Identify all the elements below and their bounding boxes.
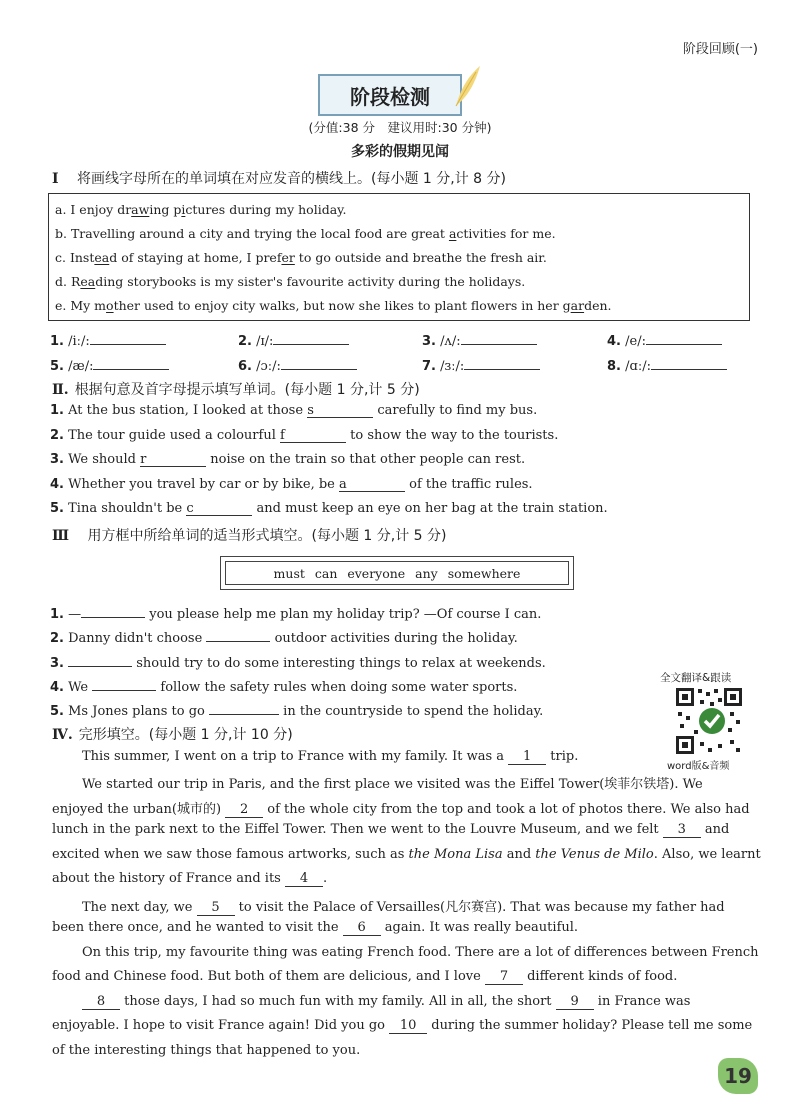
- cloze-blank[interactable]: 5: [197, 900, 235, 916]
- part3-number: Ⅲ: [52, 528, 70, 544]
- cloze-blank[interactable]: 7: [485, 969, 523, 985]
- answer-blank[interactable]: [90, 330, 166, 345]
- cloze-line: been there once, and he wanted to visit the 6 again. It was really beautiful.: [52, 920, 579, 935]
- part2-item: 2. The tour guide used a colourful f to show the way to the tourists.: [50, 428, 559, 443]
- page-title: 阶段检测: [318, 74, 462, 116]
- answer-blank[interactable]: [92, 676, 156, 691]
- sentence-e: e. My mother used to enjoy city walks, but now she likes to plant flowers in her garden.: [55, 298, 612, 313]
- sentence-c: c. Instead of staying at home, I prefer to go outside and breathe the fresh air.: [55, 250, 547, 265]
- phonetic-item: 5. /æ/:: [50, 355, 169, 374]
- part3-item: 1. — you please help me plan my holiday trip? —Of course I can.: [50, 603, 541, 622]
- cloze-blank[interactable]: 8: [82, 994, 120, 1010]
- answer-blank[interactable]: [68, 652, 132, 667]
- part3-item: 3. should try to do some interesting things to relax at weekends.: [50, 652, 546, 671]
- part3-instruction: 用方框中所给单词的适当形式填空。(每小题 1 分,计 5 分): [87, 528, 447, 544]
- qr-top-label: 全文翻译&跟读: [660, 672, 732, 684]
- cloze-line: We started our trip in Paris, and the first place we visited was the Eiffel Tower(埃菲尔铁塔). We: [82, 777, 703, 792]
- answer-blank[interactable]: [651, 355, 727, 370]
- cloze-line: enjoyable. I hope to visit France again! Did you go 10 during the summer holiday? Please tell me some: [52, 1018, 753, 1033]
- cloze-blank[interactable]: 6: [343, 920, 381, 936]
- answer-blank[interactable]: [646, 330, 722, 345]
- cloze-line: On this trip, my favourite thing was eating French food. There are a lot of differences between French: [82, 945, 759, 960]
- part2-item: 1. At the bus station, I looked at those s carefully to find my bus.: [50, 403, 538, 418]
- feather-icon: [452, 64, 482, 108]
- qr-bottom-label: word版&音频: [667, 761, 730, 772]
- sentence-b: b. Travelling around a city and trying the local food are great activities for me.: [55, 226, 556, 241]
- cloze-line: The next day, we 5 to visit the Palace of Versailles(凡尔赛宫). That was because my father had: [82, 900, 725, 915]
- phonetic-item: 7. /ɜː/:: [422, 355, 540, 374]
- word-bank-box: [220, 556, 574, 590]
- cloze-line: 8 those days, I had so much fun with my family. All in all, the short 9 in France was: [82, 994, 690, 1010]
- cloze-blank[interactable]: 9: [556, 994, 594, 1010]
- answer-blank[interactable]: [206, 627, 270, 642]
- sentence-box: [48, 193, 750, 321]
- answer-blank[interactable]: r: [140, 452, 206, 467]
- part2-item: 4. Whether you travel by car or by bike, be a of the traffic rules.: [50, 477, 533, 492]
- part1-heading: [52, 168, 506, 188]
- part4-instruction: 完形填空。(每小题 1 分,计 10 分): [78, 727, 293, 743]
- cloze-blank[interactable]: 1: [508, 749, 546, 765]
- answer-blank[interactable]: c: [186, 501, 252, 516]
- cloze-line: of the interesting things that happened to you.: [52, 1043, 361, 1058]
- unit-theme: 多彩的假期见闻: [351, 144, 449, 160]
- part2-instruction: 根据句意及首字母提示填写单词。(每小题 1 分,计 5 分): [74, 382, 420, 398]
- phonetic-item: 8. /ɑː/:: [607, 355, 727, 374]
- part2-item: 5. Tina shouldn't be c and must keep an eye on her bag at the train station.: [50, 501, 608, 516]
- part3-item: 4. We follow the safety rules when doing some water sports.: [50, 676, 517, 695]
- phonetic-item: 4. /e/:: [607, 330, 722, 349]
- sentence-a: a. I enjoy drawing pictures during my holiday.: [55, 202, 347, 217]
- answer-blank[interactable]: [464, 355, 540, 370]
- cloze-line: enjoyed the urban(城市的) 2 of the whole city from the top and took a lot of photos there. We also had: [52, 802, 750, 817]
- answer-blank[interactable]: [81, 603, 145, 618]
- answer-blank[interactable]: s: [307, 403, 373, 418]
- part2-item: 3. We should r noise on the train so that other people can rest.: [50, 452, 526, 467]
- cloze-line: food and Chinese food. But both of them are delicious, and I love 7 different kinds of food.: [52, 969, 678, 984]
- cloze-line: about the history of France and its 4 .: [52, 871, 328, 886]
- cloze-blank[interactable]: 10: [389, 1018, 427, 1034]
- qr-code-icon[interactable]: [674, 686, 744, 756]
- phonetic-item: 6. /ɔː/:: [238, 355, 357, 374]
- part2-number: Ⅱ.: [52, 382, 69, 398]
- phonetic-item: 3. /ʌ/:: [422, 330, 537, 349]
- section-label: 阶段回顾(一): [682, 42, 758, 57]
- cloze-line: lunch in the park next to the Eiffel Tower. Then we went to the Louvre Museum, and we felt 3 and: [52, 822, 730, 837]
- phonetic-item: 2. /ɪ/:: [238, 330, 349, 349]
- answer-blank[interactable]: a: [339, 477, 405, 492]
- cloze-blank[interactable]: 3: [663, 822, 701, 838]
- part4-number: Ⅳ.: [52, 727, 73, 743]
- answer-blank[interactable]: [273, 330, 349, 345]
- cloze-blank[interactable]: 2: [225, 802, 263, 818]
- part1-instruction: 将画线字母所在的单词填在对应发音的横线上。(每小题 1 分,计 8 分): [77, 171, 507, 187]
- part3-item: 5. Ms Jones plans to go in the countryside to spend the holiday.: [50, 700, 543, 719]
- part3-item: 2. Danny didn't choose outdoor activities during the holiday.: [50, 627, 518, 646]
- sentence-d: d. Reading storybooks is my sister's favourite activity during the holidays.: [55, 274, 526, 289]
- score-time-note: (分值:38 分 建议用时:30 分钟): [308, 120, 492, 135]
- cloze-blank[interactable]: 4: [285, 871, 323, 887]
- page-number: 19: [718, 1058, 758, 1094]
- part3-heading: [52, 525, 447, 545]
- word-bank: must can everyone any somewhere: [225, 561, 569, 585]
- part2-heading: [52, 379, 420, 399]
- answer-blank[interactable]: [461, 330, 537, 345]
- phonetic-item: 1. /iː/:: [50, 330, 166, 349]
- cloze-line: excited when we saw those famous artworks, such as the Mona Lisa and the Venus de Milo. Also, we learnt: [52, 847, 761, 862]
- answer-blank[interactable]: [93, 355, 169, 370]
- answer-blank[interactable]: f: [280, 428, 346, 443]
- part1-number: Ⅰ: [52, 171, 59, 187]
- answer-blank[interactable]: [281, 355, 357, 370]
- answer-blank[interactable]: [209, 700, 279, 715]
- part4-heading: [52, 724, 293, 744]
- cloze-paragraph-1: This summer, I went on a trip to France with my family. It was a 1 trip.: [82, 749, 579, 764]
